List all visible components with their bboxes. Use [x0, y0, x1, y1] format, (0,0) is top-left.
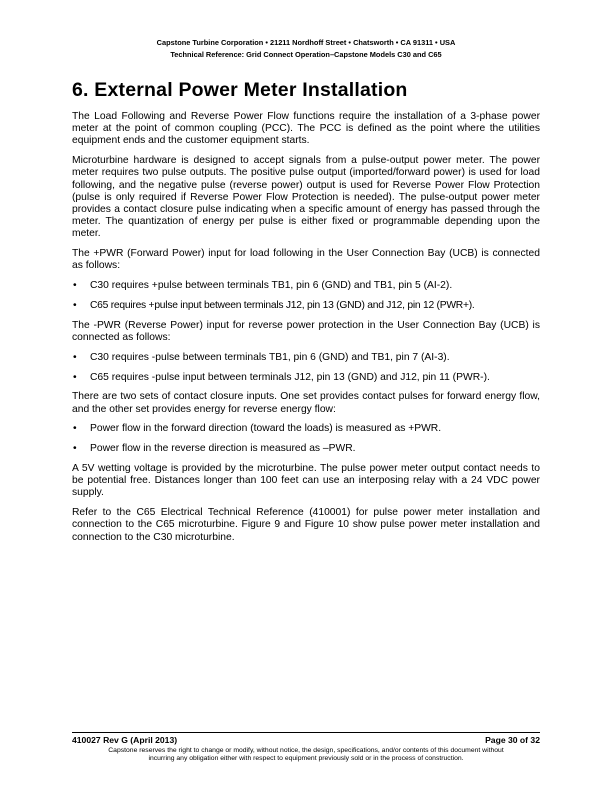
- bullet-icon: •: [73, 443, 77, 455]
- header-company-address: Capstone Turbine Corporation • 21211 Nordhoff Street • Chatsworth • CA 91311 • USA: [156, 38, 456, 47]
- list-item: • Power flow in the forward direction (toward the loads) is measured as +PWR.: [73, 423, 442, 435]
- bullet-icon: •: [73, 423, 77, 435]
- footer-document-id: 410027 Rev G (April 2013): [72, 735, 178, 745]
- paragraph-reverse-power: The -PWR (Reverse Power) input for reverse power protection in the User Connection Bay (UCB) is connected as follows:: [72, 319, 540, 344]
- paragraph-contact-closure: There are two sets of contact closure inputs. One set provides contact pulses for forward energy flow, and the other set provides energy for reverse energy flow:: [72, 391, 540, 415]
- list-item: • C65 requires -pulse input between terminals J12, pin 13 (GND) and J12, pin 11 (PWR-).: [73, 371, 490, 383]
- footer-divider: [72, 732, 540, 733]
- reverse-power-list: [72, 352, 540, 384]
- list-item: • C30 requires +pulse between terminals TB1, pin 6 (GND) and TB1, pin 5 (AI-2).: [73, 280, 453, 292]
- power-flow-list: [72, 423, 540, 455]
- forward-power-list: [72, 280, 540, 312]
- list-item: • C30 requires -pulse between terminals TB1, pin 6 (GND) and TB1, pin 7 (AI-3).: [73, 351, 450, 363]
- running-header: [72, 37, 540, 60]
- paragraph-intro: The Load Following and Reverse Power Flow functions require the installation of a 3-phase power meter at the point of common coupling (PCC). The PCC is defined as the point where the utilities equipment ends and the customer equipment starts.: [72, 111, 540, 147]
- footer-disclaimer: Capstone reserves the right to change or modify, without notice, the design, specifications, and/or contents of this document without incurring any obligation either with respect to equipment previously sold or in the process of construction.: [108, 747, 504, 763]
- paragraph-references: Refer to the C65 Electrical Technical Reference (410001) for pulse power meter installation and connection to the C65 microturbine. Figure 9 and Figure 10 show pulse power meter installation and connection to the C30 microturbine.: [72, 507, 540, 543]
- bullet-icon: •: [73, 371, 77, 383]
- header-document-title: Technical Reference: Grid Connect Operation–Capstone Models C30 and C65: [170, 49, 442, 59]
- list-item: • Power flow in the reverse direction is measured as –PWR.: [73, 443, 356, 455]
- footer-page-number: Page 30 of 32: [485, 735, 540, 745]
- section-title: 6. External Power Meter Installation: [72, 79, 408, 101]
- bullet-icon: •: [73, 280, 77, 292]
- list-item: • C65 requires +pulse input between terminals J12, pin 13 (GND) and J12, pin 12 (PWR+).: [73, 300, 475, 312]
- body-text: [72, 111, 540, 551]
- paragraph-forward-power: The +PWR (Forward Power) input for load following in the User Connection Bay (UCB) is connected as follows:: [72, 248, 540, 272]
- bullet-icon: •: [73, 300, 77, 312]
- bullet-icon: •: [73, 351, 77, 363]
- paragraph-wetting-voltage: A 5V wetting voltage is provided by the microturbine. The pulse power meter output contact needs to be potential free. Distances longer than 100 feet can use an interposing relay with a 24 VDC power supply.: [72, 463, 540, 499]
- paragraph-hardware: Microturbine hardware is designed to accept signals from a pulse-output power meter. The power meter requires two pulse outputs. The positive pulse output (imported/forward power) is used for load following, and the negative pulse (reverse power) output is used for Reverse Power Flow Protection (pulse is only required if Reverse Power Flow Protection is needed). The pulse-output power meter provides a contact closure pulse indicating when a specific amount of energy has passed through the meter. The quantization of energy per pulse is either fixed or programmable depending upon the meter.: [72, 155, 540, 240]
